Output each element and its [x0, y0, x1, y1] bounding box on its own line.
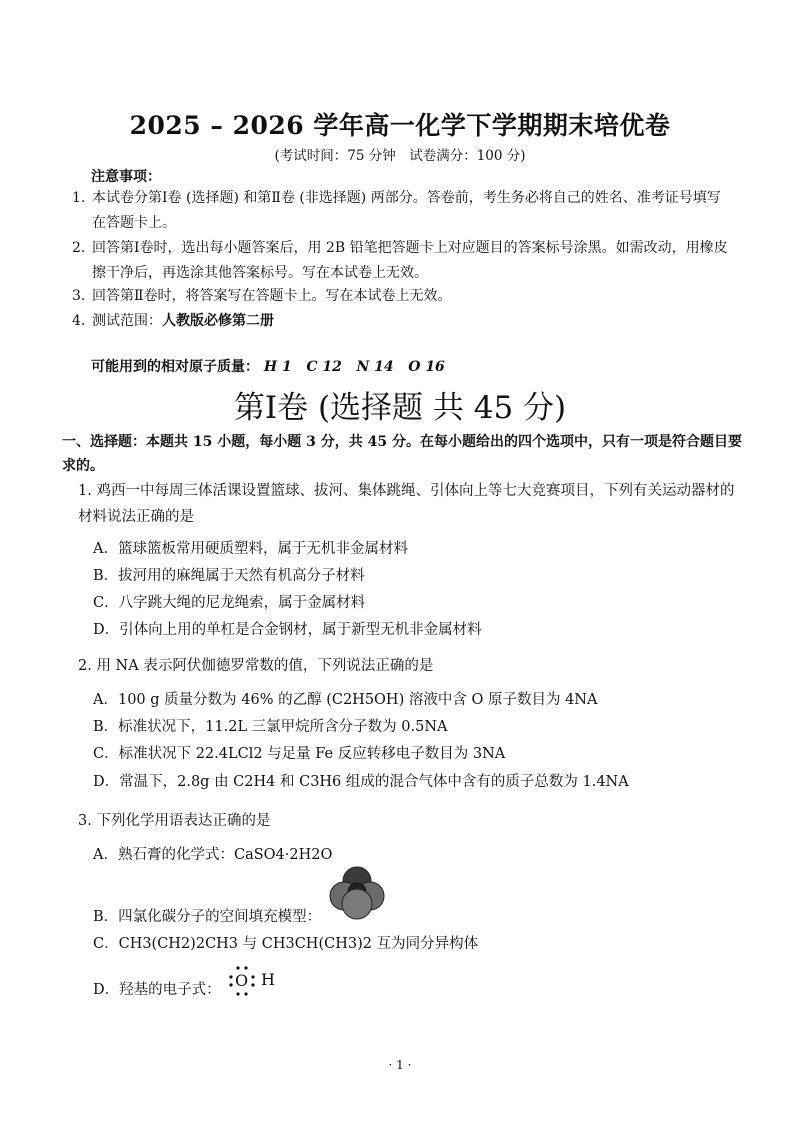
notice-item-3: 3. 回答第Ⅱ卷时，将答案写在答题卡上。写在本试卷上无效。	[72, 288, 452, 304]
notice-heading: 注意事项：	[91, 169, 161, 185]
question-2-option-a: A．100 g 质量分数为 46% 的乙醇 (C2H5OH) 溶液中含 O 原子数目为 4NA	[93, 692, 598, 708]
notice-item-2: 2. 回答第Ⅰ卷时，选出每小题答案后，用 2B 铅笔把答题卡上对应题目的答案标号涂黑。如需改动，用橡皮擦干净后，再选涂其他答案标号。写在本试卷上无效。	[72, 240, 728, 281]
question-3-option-b: B．四氯化碳分子的空间填充模型：	[93, 909, 322, 925]
ccl4-space-filling-model-icon	[326, 866, 388, 922]
question-2-option-d: D．常温下，2.8g 由 C2H4 和 C3H6 组成的混合气体中含有的质子总数为 1.4NA	[93, 774, 629, 790]
page-number: · 1 ·	[388, 1058, 412, 1072]
question-2-stem: 2. 用 NA 表示阿伏伽德罗常数的值，下列说法正确的是	[78, 658, 434, 674]
question-3-option-c: C．CH3(CH2)2CH3 与 CH3CH(CH3)2 互为同分异构体	[93, 936, 479, 952]
atomic-masses: 可能用到的相对原子质量： H 1 C 12 N 14 O 16	[91, 359, 445, 375]
section-title: 第Ⅰ卷 (选择题 共 45 分)	[233, 390, 567, 426]
hydroxyl-electron-formula	[228, 964, 288, 998]
question-1-option-b: B．拔河用的麻绳属于天然有机高分子材料	[93, 568, 365, 584]
notice-item-4: 4. 测试范围：人教版必修第二册	[72, 313, 274, 329]
question-1-stem: 1. 鸡西一中每周三体活课设置篮球、拔河、集体跳绳、引体向上等七大竞赛项目，下列有关运动器材的材料说法正确的是	[78, 483, 735, 525]
notice-item-1: 1. 本试卷分第Ⅰ卷 (选择题) 和第Ⅱ卷 (非选择题) 两部分。答卷前，考生务必将自己的姓名、准考证号填写在答题卡上。	[72, 190, 721, 231]
question-1-option-c: C．八字跳大绳的尼龙绳索，属于金属材料	[93, 595, 366, 611]
section-instructions: 一、选择题：本题共 15 小题，每小题 3 分，共 45 分。在每小题给出的四个选项中，只有一项是符合题目要求的。	[62, 434, 742, 474]
question-1-option-d: D．引体向上用的单杠是合金钢材，属于新型无机非金属材料	[93, 622, 482, 638]
question-3-option-d: D．羟基的电子式：	[93, 982, 221, 998]
question-3-stem: 3. 下列化学用语表达正确的是	[78, 813, 271, 829]
question-2-option-c: C．标准状况下 22.4LCl2 与足量 Fe 反应转移电子数目为 3NA	[93, 746, 506, 762]
question-2-option-b: B．标准状况下，11.2L 三氯甲烷所含分子数为 0.5NA	[93, 719, 448, 735]
exam-subtitle: (考试时间：75 分钟 试卷满分：100 分)	[274, 148, 526, 164]
question-1-option-a: A．篮球篮板常用硬质塑料，属于无机非金属材料	[93, 541, 408, 557]
question-3-option-a: A．熟石膏的化学式：CaSO4·2H2O	[93, 847, 333, 863]
hydrogen-symbol: H	[261, 970, 275, 989]
exam-title: 2025 – 2026 学年高一化学下学期期末培优卷	[129, 111, 671, 140]
oxygen-symbol: O	[235, 971, 249, 990]
